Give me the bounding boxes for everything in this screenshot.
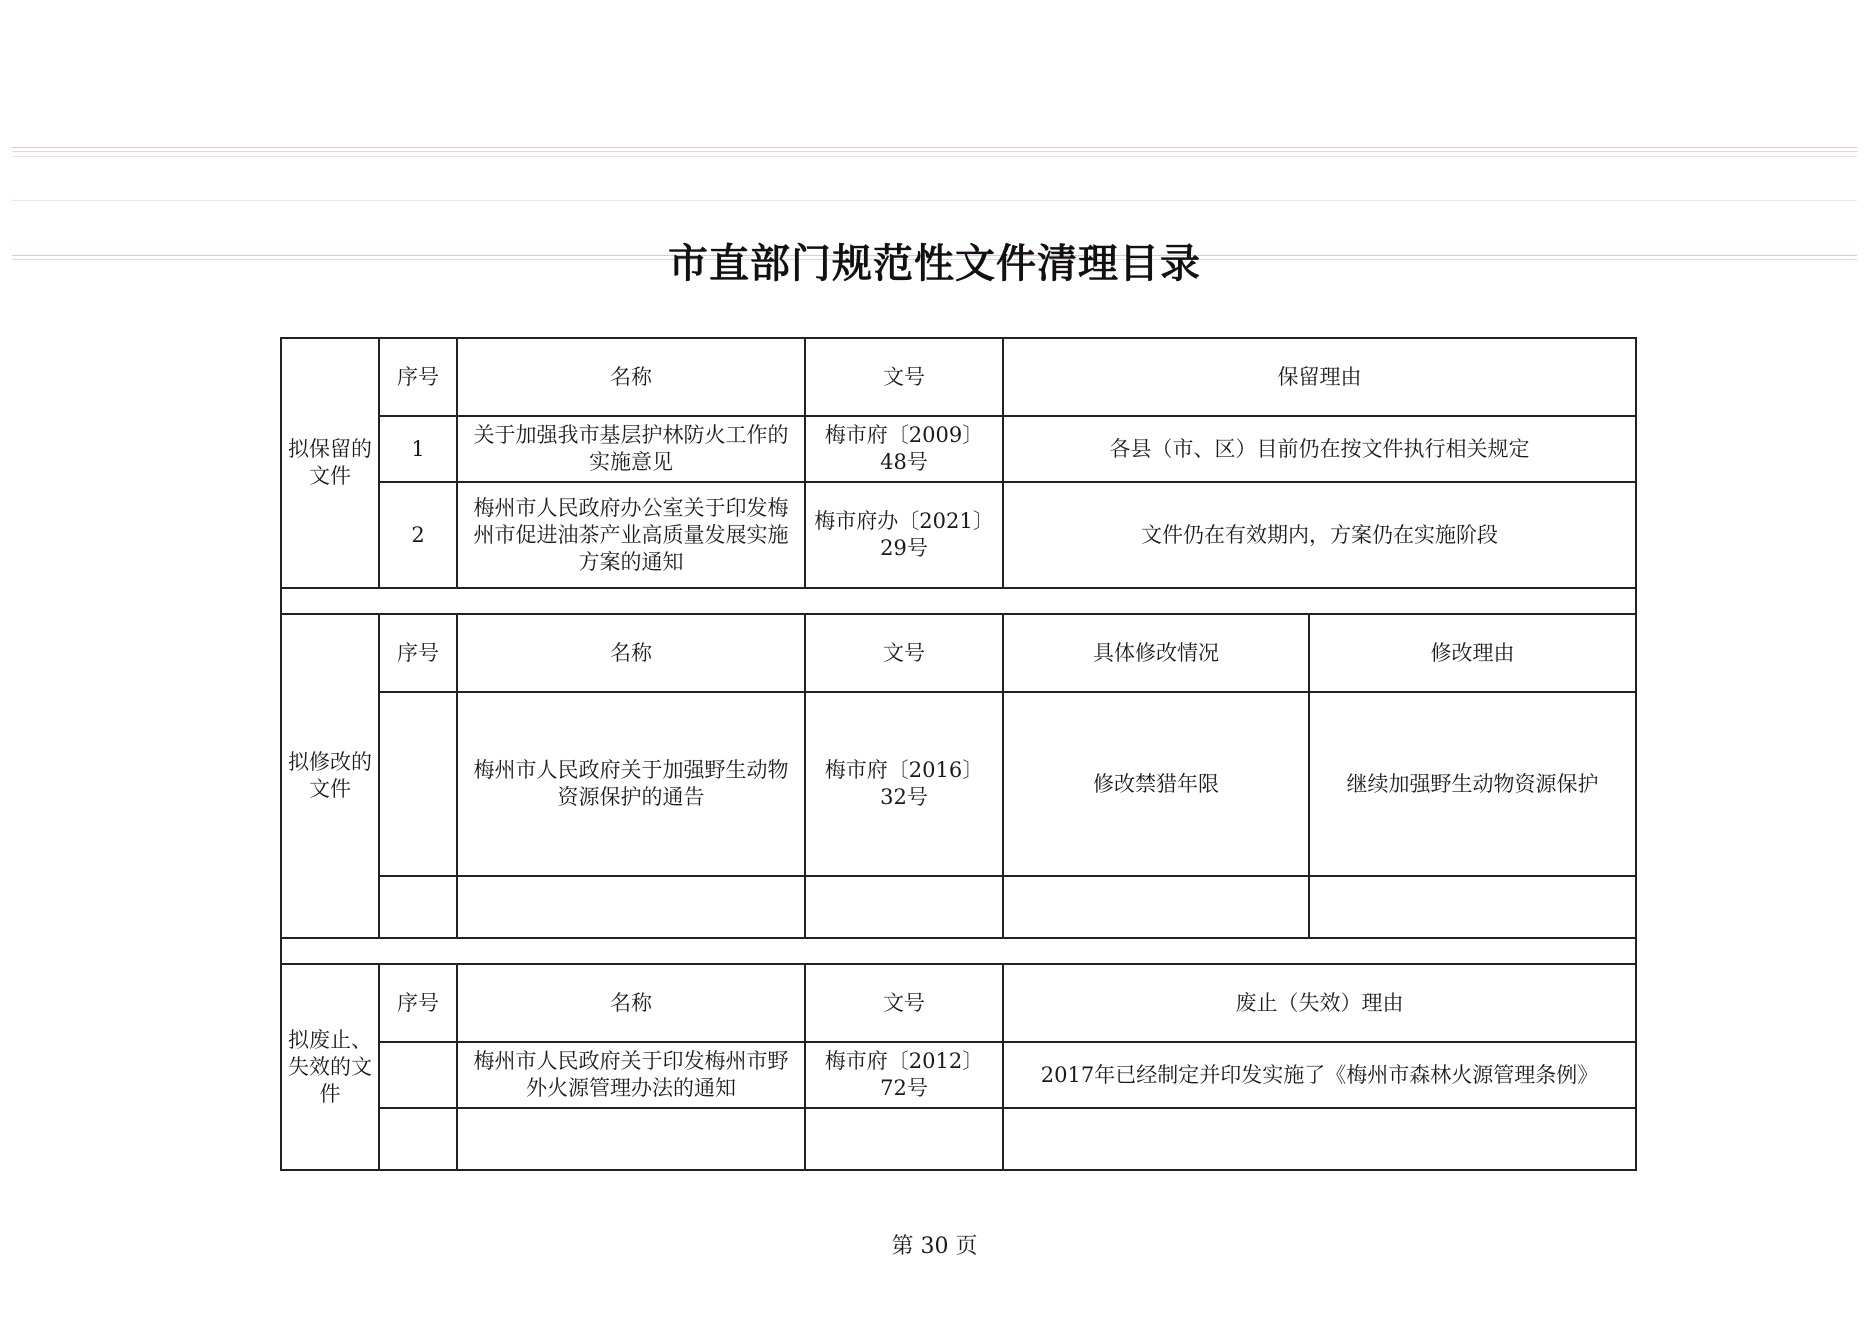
abolish-header-docno: 文号	[805, 964, 1003, 1042]
section-gap	[281, 588, 1636, 614]
abolish-header-row	[281, 964, 1636, 1042]
retain-row-name: 关于加强我市基层护林防火工作的实施意见	[457, 416, 805, 482]
retain-row-reason: 文件仍在有效期内，方案仍在实施阶段	[1003, 482, 1636, 588]
abolish-row-seq	[379, 1042, 457, 1108]
abolish-header-name: 名称	[457, 964, 805, 1042]
empty-cell	[805, 876, 1003, 938]
retain-header-docno: 文号	[805, 338, 1003, 416]
table-row-empty	[281, 1108, 1636, 1170]
empty-cell	[1003, 876, 1309, 938]
empty-cell	[457, 876, 805, 938]
retain-row-reason: 各县（市、区）目前仍在按文件执行相关规定	[1003, 416, 1636, 482]
table-row	[281, 1042, 1636, 1108]
modify-header-reason: 修改理由	[1309, 614, 1636, 692]
abolish-header-reason: 废止（失效）理由	[1003, 964, 1636, 1042]
table-row	[281, 482, 1636, 588]
retain-section-label: 拟保留的文件	[281, 338, 379, 588]
retain-row-name: 梅州市人民政府办公室关于印发梅州市促进油茶产业高质量发展实施方案的通知	[457, 482, 805, 588]
modify-row-detail: 修改禁猎年限	[1003, 692, 1309, 876]
empty-cell	[457, 1108, 805, 1170]
empty-cell	[379, 876, 457, 938]
retain-header-row	[281, 338, 1636, 416]
modify-section-label: 拟修改的文件	[281, 614, 379, 938]
retain-row-docno: 梅市府〔2009〕48号	[805, 416, 1003, 482]
section-gap-cell	[281, 588, 1636, 614]
retain-row-seq: 2	[379, 482, 457, 588]
table-row	[281, 692, 1636, 876]
section-gap	[281, 938, 1636, 964]
empty-cell	[805, 1108, 1003, 1170]
retain-row-docno: 梅市府办〔2021〕29号	[805, 482, 1003, 588]
table-row-empty	[281, 876, 1636, 938]
modify-row-name: 梅州市人民政府关于加强野生动物资源保护的通告	[457, 692, 805, 876]
modify-header-docno: 文号	[805, 614, 1003, 692]
abolish-header-seq: 序号	[379, 964, 457, 1042]
header-rule	[12, 156, 1857, 157]
modify-row-docno: 梅市府〔2016〕32号	[805, 692, 1003, 876]
modify-header-detail: 具体修改情况	[1003, 614, 1309, 692]
modify-header-row	[281, 614, 1636, 692]
abolish-row-reason: 2017年已经制定并印发实施了《梅州市森林火源管理条例》	[1003, 1042, 1636, 1108]
retain-header-seq: 序号	[379, 338, 457, 416]
abolish-section-label: 拟废止、失效的文件	[281, 964, 379, 1170]
empty-cell	[1003, 1108, 1636, 1170]
retain-header-reason: 保留理由	[1003, 338, 1636, 416]
header-rule	[12, 151, 1857, 152]
empty-cell	[1309, 876, 1636, 938]
abolish-row-name: 梅州市人民政府关于印发梅州市野外火源管理办法的通知	[457, 1042, 805, 1108]
modify-row-reason: 继续加强野生动物资源保护	[1309, 692, 1636, 876]
section-gap-cell	[281, 938, 1636, 964]
page-title: 市直部门规范性文件清理目录	[668, 240, 1201, 287]
modify-header-name: 名称	[457, 614, 805, 692]
header-rule	[12, 147, 1857, 148]
abolish-row-docno: 梅市府〔2012〕72号	[805, 1042, 1003, 1108]
modify-row-seq	[379, 692, 457, 876]
retain-row-seq: 1	[379, 416, 457, 482]
table-row	[281, 416, 1636, 482]
page-number: 第 30 页	[891, 1234, 978, 1259]
catalog-table-wrapper	[280, 337, 1635, 1171]
empty-cell	[379, 1108, 457, 1170]
catalog-table	[280, 337, 1637, 1171]
modify-header-seq: 序号	[379, 614, 457, 692]
header-rule	[12, 200, 1857, 201]
retain-header-name: 名称	[457, 338, 805, 416]
